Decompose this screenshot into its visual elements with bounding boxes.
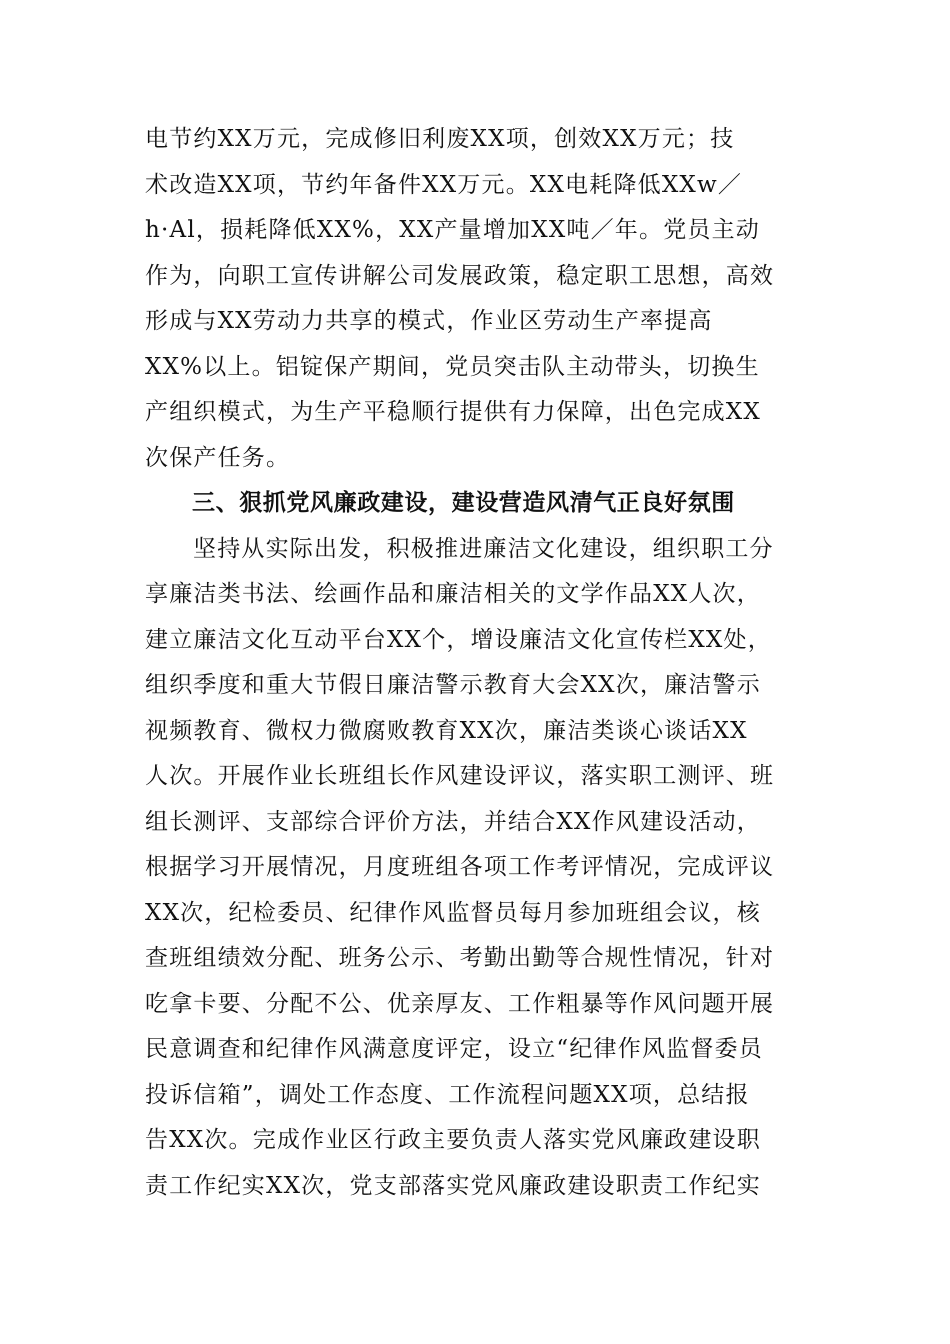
- text-line: 享廉洁类书法、绘画作品和廉洁相关的文学作品XX人次，: [145, 581, 761, 607]
- text-line: XX次，纪检委员、纪律作风监督员每月参加班组会议，核: [145, 899, 761, 926]
- text-line: h·Al，损耗降低XX%，XX产量增加XX吨／年。党员主动: [145, 217, 760, 243]
- text-line: 投诉信箱”，调处工作态度、工作流程问题XX项，总结报: [145, 1081, 750, 1108]
- text-line: 术改造XX项，节约年备件XX万元。XX电耗降低XXw／: [145, 171, 743, 198]
- text-line: XX%以上。铝锭保产期间，党员突击队主动带头，切换生: [145, 353, 760, 380]
- text-line: 查班组绩效分配、班务公示、考勤出勤等合规性情况，针对: [145, 945, 775, 971]
- text-line: 电节约XX万元，完成修旧利废XX项，创效XX万元；技: [145, 126, 735, 152]
- document-body: [145, 117, 815, 1209]
- text-line: 吃拿卡要、分配不公、优亲厚友、工作粗暴等作风问题开展: [145, 990, 775, 1017]
- text-line: 告XX次。完成作业区行政主要负责人落实党风廉政建设职: [145, 1127, 761, 1153]
- section-heading: 三、狠抓党风廉政建设，建设营造风清气正良好氛围: [192, 490, 735, 516]
- text-line: 作为，向职工宣传讲解公司发展政策，稳定职工思想，高效: [145, 262, 775, 289]
- text-line: 产组织模式，为生产平稳顺行提供有力保障，出色完成XX: [145, 399, 761, 425]
- text-line: 组织季度和重大节假日廉洁警示教育大会XX次，廉洁警示: [145, 672, 761, 698]
- text-line: 根据学习开展情况，月度班组各项工作考评情况，完成评议: [145, 854, 775, 880]
- text-line: 民意调查和纪律作风满意度评定，设立“纪律作风监督委员: [145, 1036, 763, 1062]
- text-line: 责工作纪实XX次，党支部落实党风廉政建设职责工作纪实: [145, 1172, 761, 1199]
- paragraph-first-line: 坚持从实际出发，积极推进廉洁文化建设，组织职工分: [193, 535, 774, 562]
- text-line: 视频教育、微权力微腐败教育XX次，廉洁类谈心谈话XX: [145, 717, 748, 744]
- text-line: 建立廉洁文化互动平台XX个，增设廉洁文化宣传栏XX处，: [145, 626, 772, 653]
- text-line: 次保产任务。: [145, 444, 291, 471]
- text-line: 组长测评、支部综合评价方法，并结合XX作风建设活动，: [145, 808, 761, 835]
- text-line: 形成与XX劳动力共享的模式，作业区劳动生产率提高: [145, 308, 713, 334]
- text-line: 人次。开展作业长班组长作风建设评议，落实职工测评、班: [145, 763, 775, 789]
